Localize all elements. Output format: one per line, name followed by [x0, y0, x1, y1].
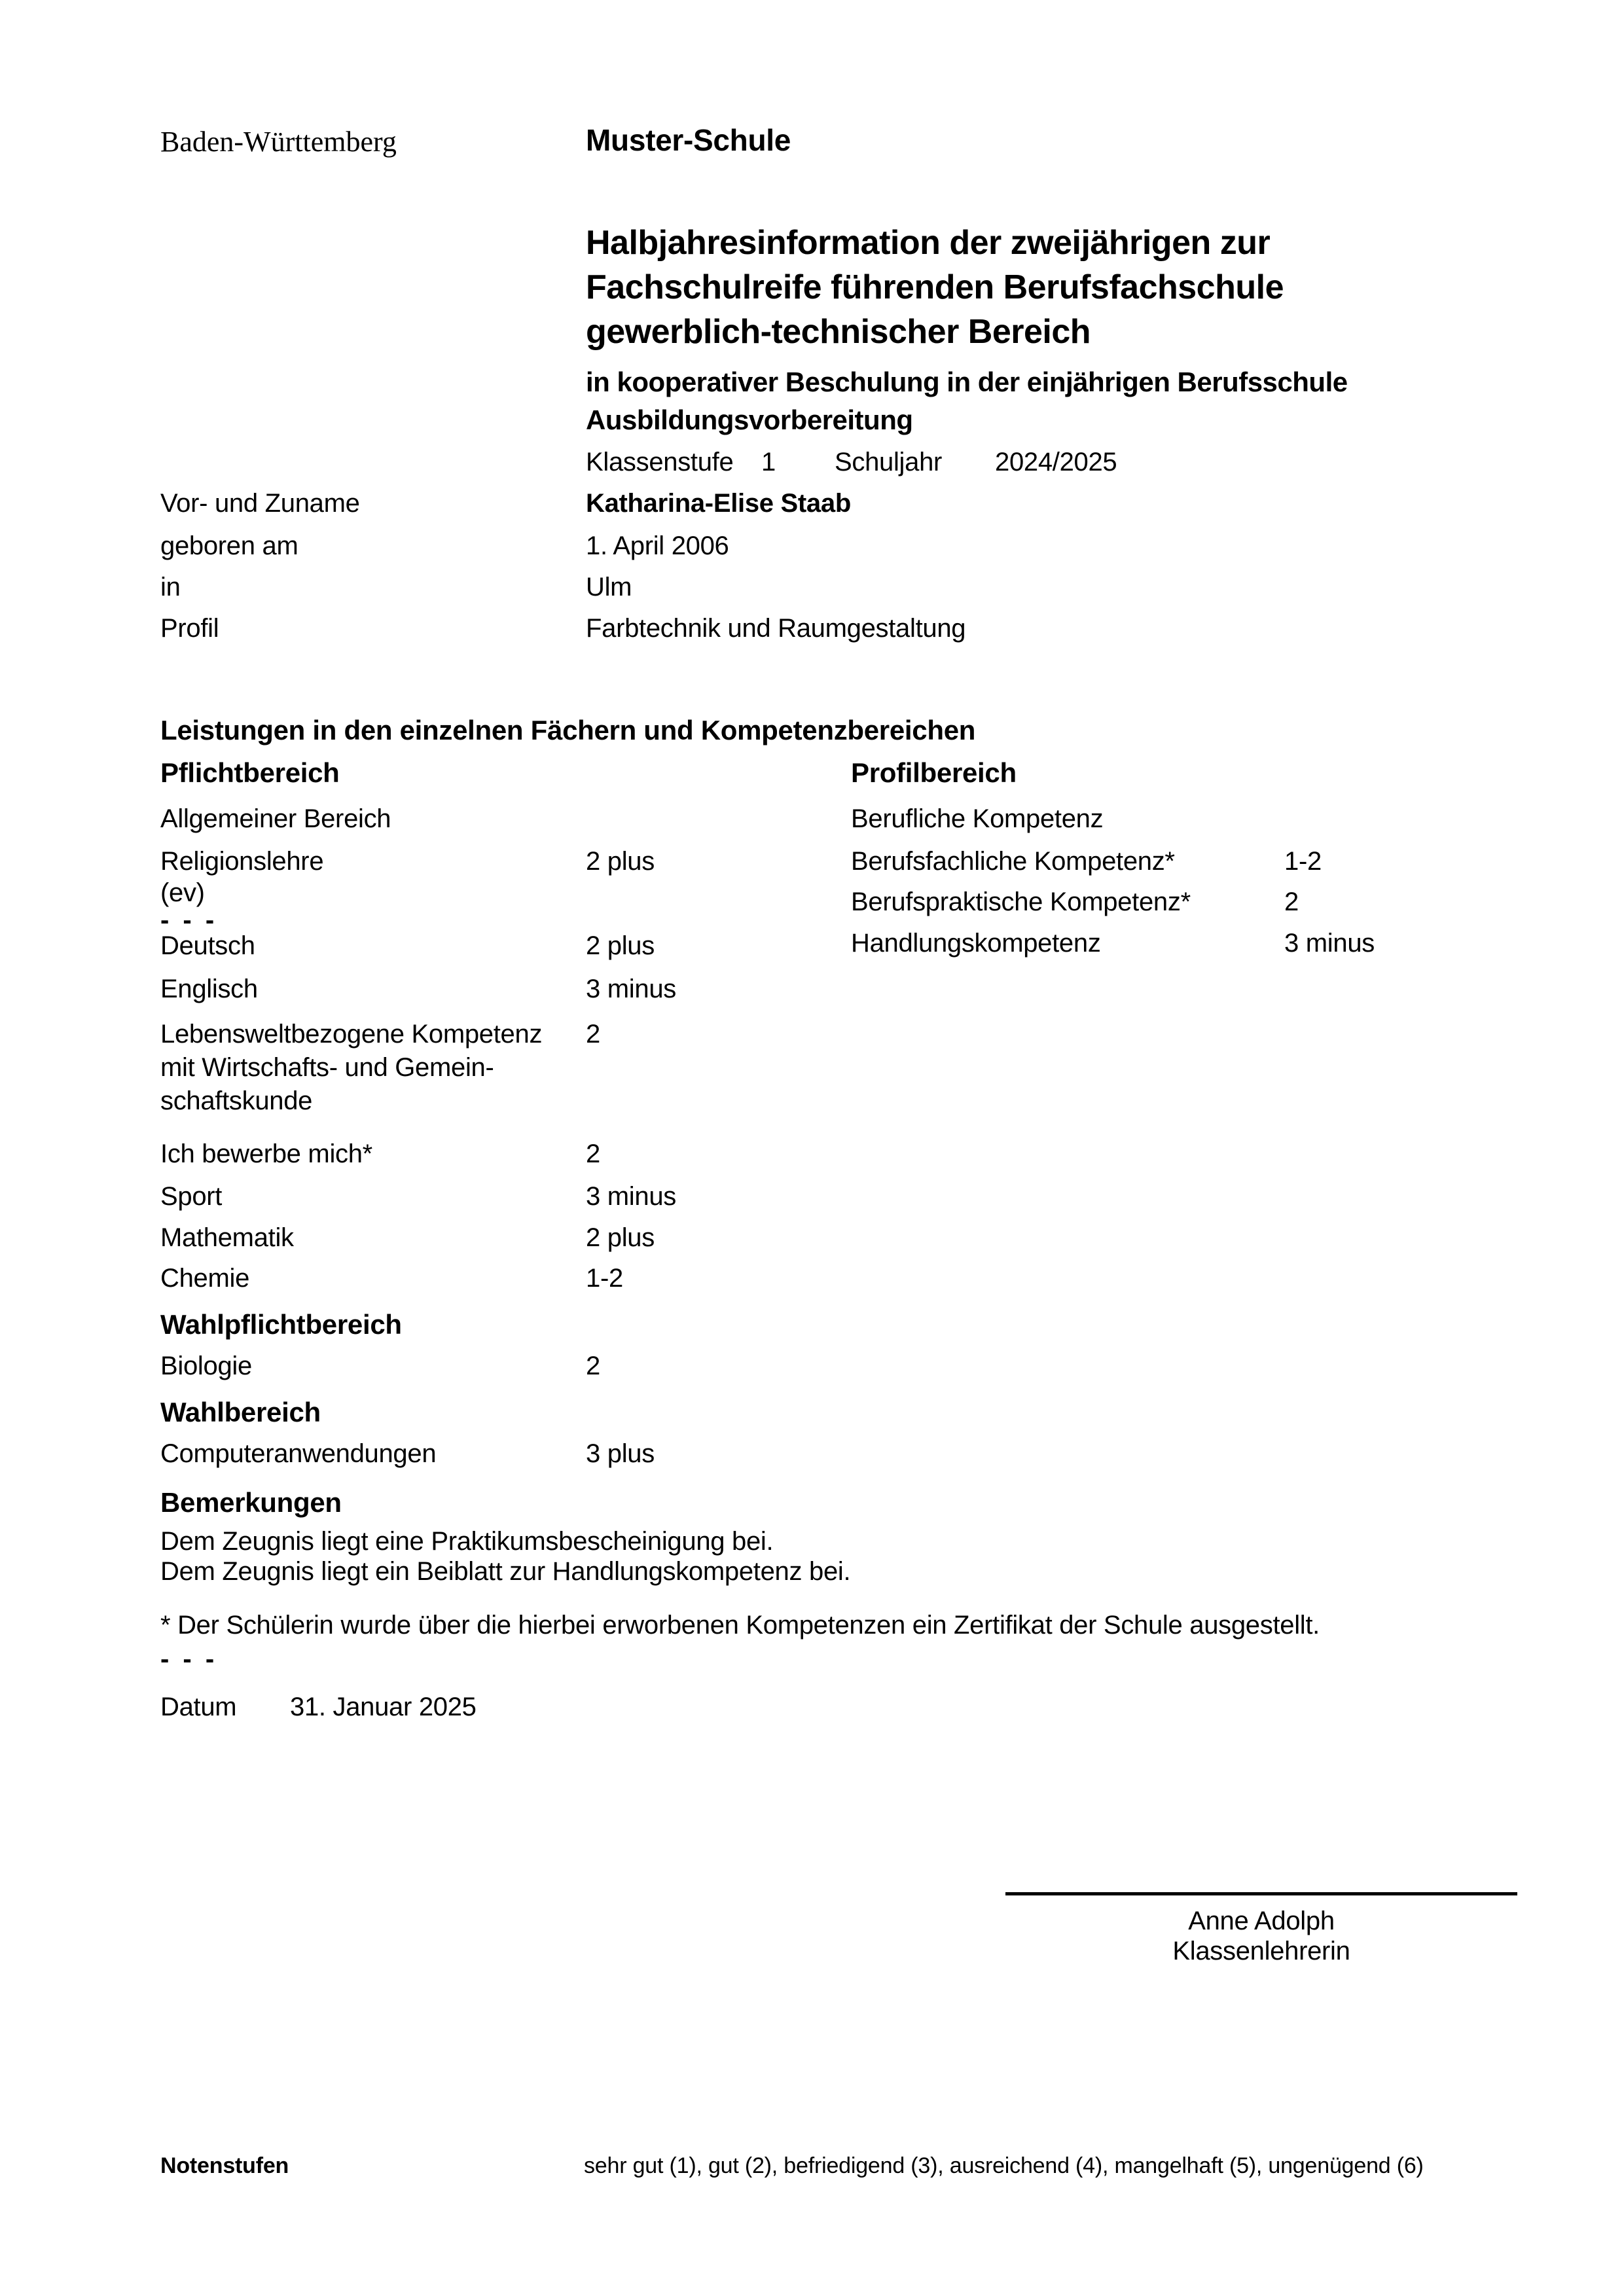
schuljahr-label: Schuljahr	[835, 448, 943, 476]
birthplace-value: Ulm	[586, 573, 632, 601]
date-label: Datum	[160, 1693, 237, 1721]
profile-value: Farbtechnik und Raumgestaltung	[586, 614, 966, 643]
grade-sport: 3 minus	[586, 1182, 676, 1211]
subject-lebensweltbezogene-kompetenz-line-1: Lebensweltbezogene Kompetenz	[160, 1020, 543, 1049]
profile-label: Profil	[160, 614, 219, 643]
subject-lebensweltbezogene-kompetenz-line-3: schaftskunde	[160, 1086, 313, 1115]
pflichtbereich-heading: Pflichtbereich	[160, 757, 340, 788]
signature-block	[1005, 1906, 1517, 1966]
klassenstufe-value: 1	[761, 448, 776, 476]
wahlpflichtbereich-heading: Wahlpflichtbereich	[160, 1309, 402, 1340]
certificate-footnote: * Der Schülerin wurde über die hierbei erworbenen Kompetenzen ein Zertifikat der Schule ausgestellt.	[160, 1611, 1320, 1640]
student-name-label: Vor- und Zuname	[160, 489, 360, 518]
subject-chemie: Chemie	[160, 1264, 250, 1293]
grade-englisch: 3 minus	[586, 975, 676, 1003]
subject-lebensweltbezogene-kompetenz-line-2: mit Wirtschafts- und Gemein-	[160, 1053, 494, 1082]
subject-computeranwendungen: Computeranwendungen	[160, 1439, 437, 1468]
subject-sport: Sport	[160, 1182, 223, 1211]
subject-berufspraktische-kompetenz: Berufspraktische Kompetenz*	[851, 888, 1191, 916]
signature-role: Klassenlehrerin	[1172, 1937, 1350, 1965]
header-region: Baden-Württemberg	[160, 126, 397, 158]
grade-lebensweltbezogene-kompetenz: 2	[586, 1020, 600, 1049]
remarks-heading: Bemerkungen	[160, 1487, 342, 1518]
grade-mathematik: 2 plus	[586, 1223, 655, 1252]
birthplace-label: in	[160, 573, 181, 601]
subject-religionslehre: Religionslehre	[160, 847, 324, 876]
performance-heading: Leistungen in den einzelnen Fächern und Kompetenzbereichen	[160, 715, 976, 745]
grade-computeranwendungen: 3 plus	[586, 1439, 655, 1468]
group-allgemeiner-bereich: Allgemeiner Bereich	[160, 804, 391, 833]
signature-name: Anne Adolph	[1188, 1907, 1335, 1935]
header-school-name: Muster-Schule	[586, 123, 791, 157]
doc-title-line-2: Fachschulreife führenden Berufsfachschule	[586, 268, 1284, 306]
student-name-value: Katharina-Elise Staab	[586, 489, 851, 518]
doc-title-line-1: Halbjahresinformation der zweijährigen zur	[586, 224, 1271, 262]
remarks-dashes: - - -	[160, 1645, 218, 1674]
schuljahr-value: 2024/2025	[995, 448, 1117, 476]
profilbereich-heading: Profilbereich	[851, 757, 1017, 788]
group-berufliche-kompetenz: Berufliche Kompetenz	[851, 804, 1104, 833]
subject-religionslehre-denomination: (ev)	[160, 878, 205, 907]
grade-religionslehre: 2 plus	[586, 847, 655, 876]
religionslehre-dashes: - - -	[160, 906, 218, 935]
wahlbereich-heading: Wahlbereich	[160, 1397, 321, 1427]
birthdate-label: geboren am	[160, 531, 298, 560]
klassenstufe-label: Klassenstufe	[586, 448, 734, 476]
signature-line	[1005, 1892, 1517, 1895]
grade-biologie: 2	[586, 1352, 600, 1380]
grade-deutsch: 2 plus	[586, 931, 655, 960]
doc-subtitle-line-1: in kooperativer Beschulung in der einjährigen Berufsschule	[586, 367, 1348, 397]
subject-ich-bewerbe-mich: Ich bewerbe mich*	[160, 1139, 372, 1168]
grade-scale-text: sehr gut (1), gut (2), befriedigend (3), ausreichend (4), mangelhaft (5), ungenügend (6)	[584, 2153, 1424, 2178]
remark-line-2: Dem Zeugnis liegt ein Beiblatt zur Handlungskompetenz bei.	[160, 1557, 851, 1586]
grade-chemie: 1-2	[586, 1264, 623, 1293]
grade-handlungskompetenz: 3 minus	[1284, 929, 1375, 958]
grade-scale-label: Notenstufen	[160, 2153, 289, 2178]
doc-subtitle-line-2: Ausbildungsvorbereitung	[586, 404, 913, 435]
doc-title-line-3: gewerblich-technischer Bereich	[586, 313, 1091, 351]
date-value: 31. Januar 2025	[290, 1693, 477, 1721]
grade-berufspraktische-kompetenz: 2	[1284, 888, 1299, 916]
subject-biologie: Biologie	[160, 1352, 252, 1380]
subject-mathematik: Mathematik	[160, 1223, 294, 1252]
remark-line-1: Dem Zeugnis liegt eine Praktikumsbescheinigung bei.	[160, 1527, 774, 1556]
grade-berufsfachliche-kompetenz: 1-2	[1284, 847, 1322, 876]
subject-berufsfachliche-kompetenz: Berufsfachliche Kompetenz*	[851, 847, 1175, 876]
birthdate-value: 1. April 2006	[586, 531, 729, 560]
subject-deutsch: Deutsch	[160, 931, 255, 960]
grade-ich-bewerbe-mich: 2	[586, 1139, 600, 1168]
subject-englisch: Englisch	[160, 975, 258, 1003]
subject-handlungskompetenz: Handlungskompetenz	[851, 929, 1101, 958]
